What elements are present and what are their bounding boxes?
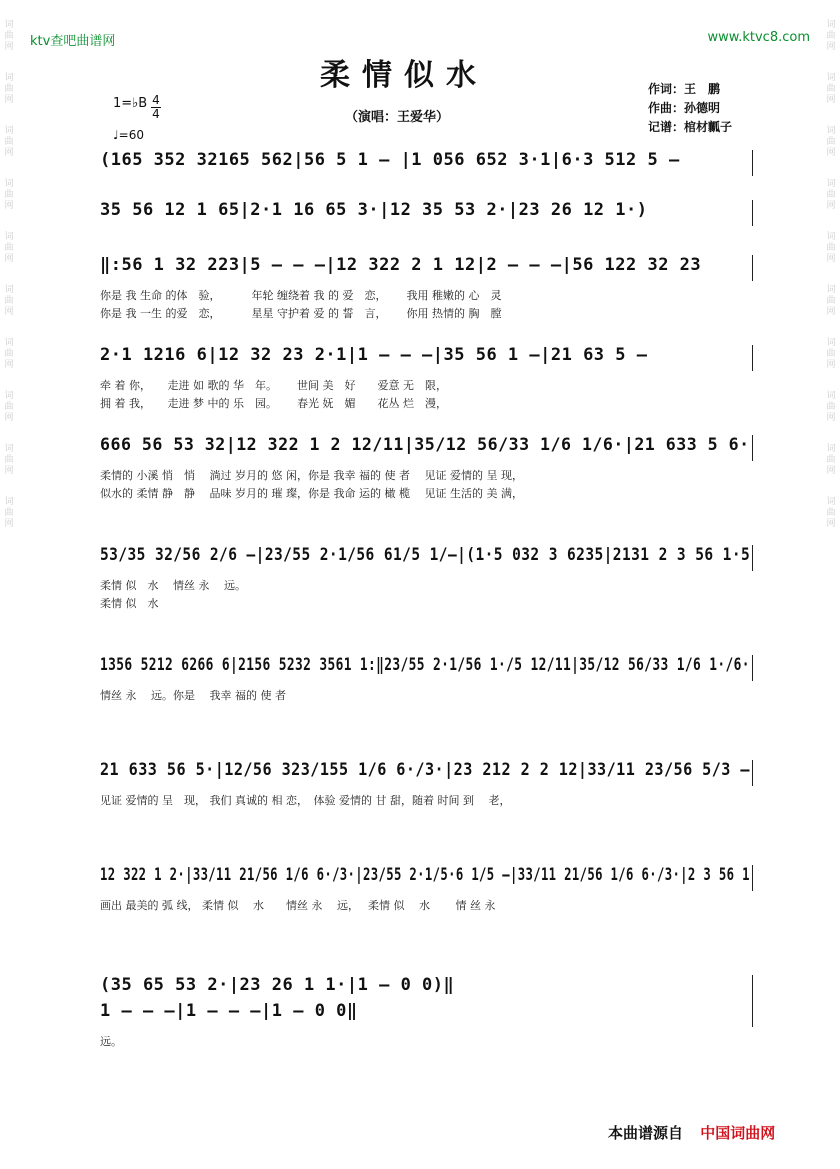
watermark-char: 网 — [4, 360, 14, 370]
watermark-char: 网 — [4, 95, 14, 105]
composer-credit: 作曲：孙德明 — [648, 101, 721, 115]
watermark-char: 网 — [826, 42, 836, 52]
lyric-line: 见证 爱情的 呈 现， 我们 真诚的 相 恋， 体验 爱情的 甘 甜，随着 时间 到 老， — [100, 794, 511, 807]
score-system — [100, 865, 755, 945]
watermark-char: 曲 — [4, 31, 14, 41]
lyric-line: 柔情 似 水 — [100, 597, 159, 610]
watermark-char: 词 — [4, 391, 14, 401]
notation-line: 1356 5212 6266 6|2156 5232 3561 1:‖23/55 2·1/56 1·/5 12/11|35/12 56/33 1/6 1·/6· — [100, 655, 750, 675]
watermark-char: 曲 — [4, 508, 14, 518]
key-label: 1=♭B — [113, 96, 148, 111]
tempo-mark: ♩=60 — [113, 128, 144, 142]
watermark-char: 网 — [4, 519, 14, 529]
footer-credit — [608, 1122, 775, 1143]
watermark-char: 曲 — [4, 137, 14, 147]
lyricist-credit: 作词：王 鹏 — [648, 82, 721, 96]
left-watermark — [2, 0, 16, 1169]
notation-line: (165 352 32165 562|56 5 1 – |1 056 652 3·1|6·3 512 5 – — [100, 150, 680, 170]
watermark-char: 词 — [826, 338, 836, 348]
watermark-char: 曲 — [4, 84, 14, 94]
notation-line: 21 633 56 5·|12/56 323/155 1/6 6·/3·|23 212 2 2 12|33/11 23/56 5/3 – — [100, 760, 750, 780]
watermark-char: 曲 — [826, 243, 836, 253]
key-signature — [113, 96, 147, 111]
watermark-char: 词 — [4, 232, 14, 242]
lyric-line: 似水的 柔情 静 静 品味 岁月的 璀 璨，你是 我命 运的 橄 榄 见证 生活的 美 满， — [100, 487, 523, 500]
right-site-label: www.ktvc8.com — [707, 30, 810, 45]
time-numerator: 4 — [152, 93, 160, 107]
watermark-char: 曲 — [4, 402, 14, 412]
watermark-char: 曲 — [4, 455, 14, 465]
watermark-char: 网 — [826, 307, 836, 317]
watermark-char: 词 — [826, 20, 836, 30]
barline — [752, 865, 753, 891]
watermark-char: 曲 — [826, 137, 836, 147]
lyric-line: 情丝 永 远。你是 我幸 福的 使 者 — [100, 689, 286, 702]
song-title: 柔情似水 — [320, 58, 488, 93]
transcriber-credit: 记谱：棺材瓤子 — [648, 120, 733, 134]
watermark-char: 网 — [826, 360, 836, 370]
notation-line: (35 65 53 2·|23 26 1 1·|1 – 0 0)‖ — [100, 975, 455, 995]
watermark-char: 曲 — [826, 455, 836, 465]
notation-line: 35 56 12 1 65|2·1 16 65 3·|12 35 53 2·|23 26 12 1·) — [100, 200, 648, 220]
score-system — [100, 975, 755, 1055]
barline — [752, 435, 753, 461]
watermark-char: 网 — [4, 254, 14, 264]
time-denominator: 4 — [152, 107, 160, 121]
watermark-char: 网 — [4, 201, 14, 211]
barline — [752, 545, 753, 571]
barline — [752, 655, 753, 681]
watermark-char: 曲 — [826, 190, 836, 200]
footer-source-label: 本曲谱源自 — [608, 1124, 684, 1142]
lyric-line: 远。 — [100, 1035, 122, 1048]
watermark-char: 曲 — [826, 296, 836, 306]
barline — [752, 200, 753, 226]
notation-line: 53/35 32/56 2/6 –|23/55 2·1/56 61/5 1/–|(1·5 032 3 6235|2131 2 3 56 1·5 — [100, 545, 751, 565]
notation-line: ‖:56 1 32 223|5 – – –|12 322 2 1 12|2 – – –|56 122 32 23 — [100, 255, 702, 275]
watermark-char: 曲 — [4, 349, 14, 359]
watermark-char: 词 — [826, 126, 836, 136]
score-system — [100, 655, 755, 735]
watermark-char: 网 — [4, 466, 14, 476]
watermark-char: 网 — [4, 148, 14, 158]
watermark-char: 曲 — [826, 508, 836, 518]
watermark-char: 词 — [4, 338, 14, 348]
score-system — [100, 760, 755, 840]
watermark-char: 网 — [826, 519, 836, 529]
watermark-char: 网 — [4, 413, 14, 423]
lyric-line: 柔情 似 水 情丝 永 远。 — [100, 579, 246, 592]
watermark-char: 网 — [826, 201, 836, 211]
notation-line: 666 56 53 32|12 322 1 2 12/11|35/12 56/33 1/6 1/6·|21 633 5 6· — [100, 435, 750, 455]
watermark-char: 网 — [826, 254, 836, 264]
footer-site-link[interactable]: 中国词曲网 — [700, 1124, 776, 1142]
watermark-char: 词 — [826, 391, 836, 401]
watermark-char: 词 — [4, 20, 14, 30]
lyric-line: 画出 最美的 弧 线， 柔情 似 水 情丝 永 远， 柔情 似 水 情 丝 永 — [100, 899, 496, 912]
notation-line: 12 322 1 2·|33/11 21/56 1/6 6·/3·|23/55 2·1/5·6 1/5 –|33/11 21/56 1/6 6·/3·|2 3 56 1 — [100, 865, 750, 885]
watermark-char: 网 — [826, 413, 836, 423]
lyric-line: 你是 我 一生 的爱 恋， 星星 守护着 爱 的 誓 言， 你用 热情的 胸 膛 — [100, 307, 502, 320]
watermark-char: 词 — [826, 232, 836, 242]
watermark-char: 曲 — [4, 243, 14, 253]
lyric-line: 拥 着 我， 走进 梦 中的 乐 园。 春光 妩 媚 花丛 烂 漫， — [100, 397, 447, 410]
watermark-char: 词 — [4, 285, 14, 295]
watermark-char: 词 — [4, 444, 14, 454]
score-system — [100, 545, 755, 625]
watermark-char: 曲 — [826, 84, 836, 94]
notation-line: 2·1 1216 6|12 32 23 2·1|1 – – –|35 56 1 –|21 63 5 – — [100, 345, 648, 365]
score-system — [100, 345, 755, 425]
barline — [752, 975, 753, 1027]
left-site-label: ktv查吧曲谱网 — [30, 34, 116, 49]
lyric-line: 牵 着 你， 走进 如 歌的 华 年。 世间 美 好 爱意 无 限， — [100, 379, 447, 392]
score-system — [100, 435, 755, 515]
watermark-char: 曲 — [826, 349, 836, 359]
watermark-char: 网 — [826, 148, 836, 158]
barline — [752, 345, 753, 371]
watermark-char: 词 — [826, 179, 836, 189]
right-watermark — [824, 0, 838, 1169]
watermark-char: 网 — [826, 95, 836, 105]
watermark-char: 词 — [4, 179, 14, 189]
notation-line: 1 – – –|1 – – –|1 – 0 0‖ — [100, 1001, 358, 1021]
watermark-char: 词 — [4, 73, 14, 83]
watermark-char: 网 — [4, 42, 14, 52]
barline — [752, 150, 753, 176]
watermark-char: 词 — [826, 497, 836, 507]
watermark-char: 词 — [4, 126, 14, 136]
watermark-char: 曲 — [826, 402, 836, 412]
watermark-char: 曲 — [4, 190, 14, 200]
watermark-char: 词 — [4, 497, 14, 507]
lyric-line: 柔情的 小溪 悄 悄 淌过 岁月的 悠 闲，你是 我幸 福的 使 者 见证 爱情的 呈 现， — [100, 469, 523, 482]
watermark-char: 网 — [4, 307, 14, 317]
singer-credit: （演唱：王爱华） — [345, 110, 450, 125]
watermark-char: 网 — [826, 466, 836, 476]
lyric-line: 你是 我 生命 的体 验， 年轮 缠绕着 我 的 爱 恋， 我用 稚嫩的 心 灵 — [100, 289, 502, 302]
barline — [752, 760, 753, 786]
barline — [752, 255, 753, 281]
watermark-char: 曲 — [4, 296, 14, 306]
watermark-char: 词 — [826, 73, 836, 83]
watermark-char: 词 — [826, 285, 836, 295]
credits — [648, 80, 732, 137]
score-system — [100, 255, 755, 335]
watermark-char: 词 — [826, 444, 836, 454]
watermark-char: 曲 — [826, 31, 836, 41]
time-signature — [151, 94, 161, 121]
